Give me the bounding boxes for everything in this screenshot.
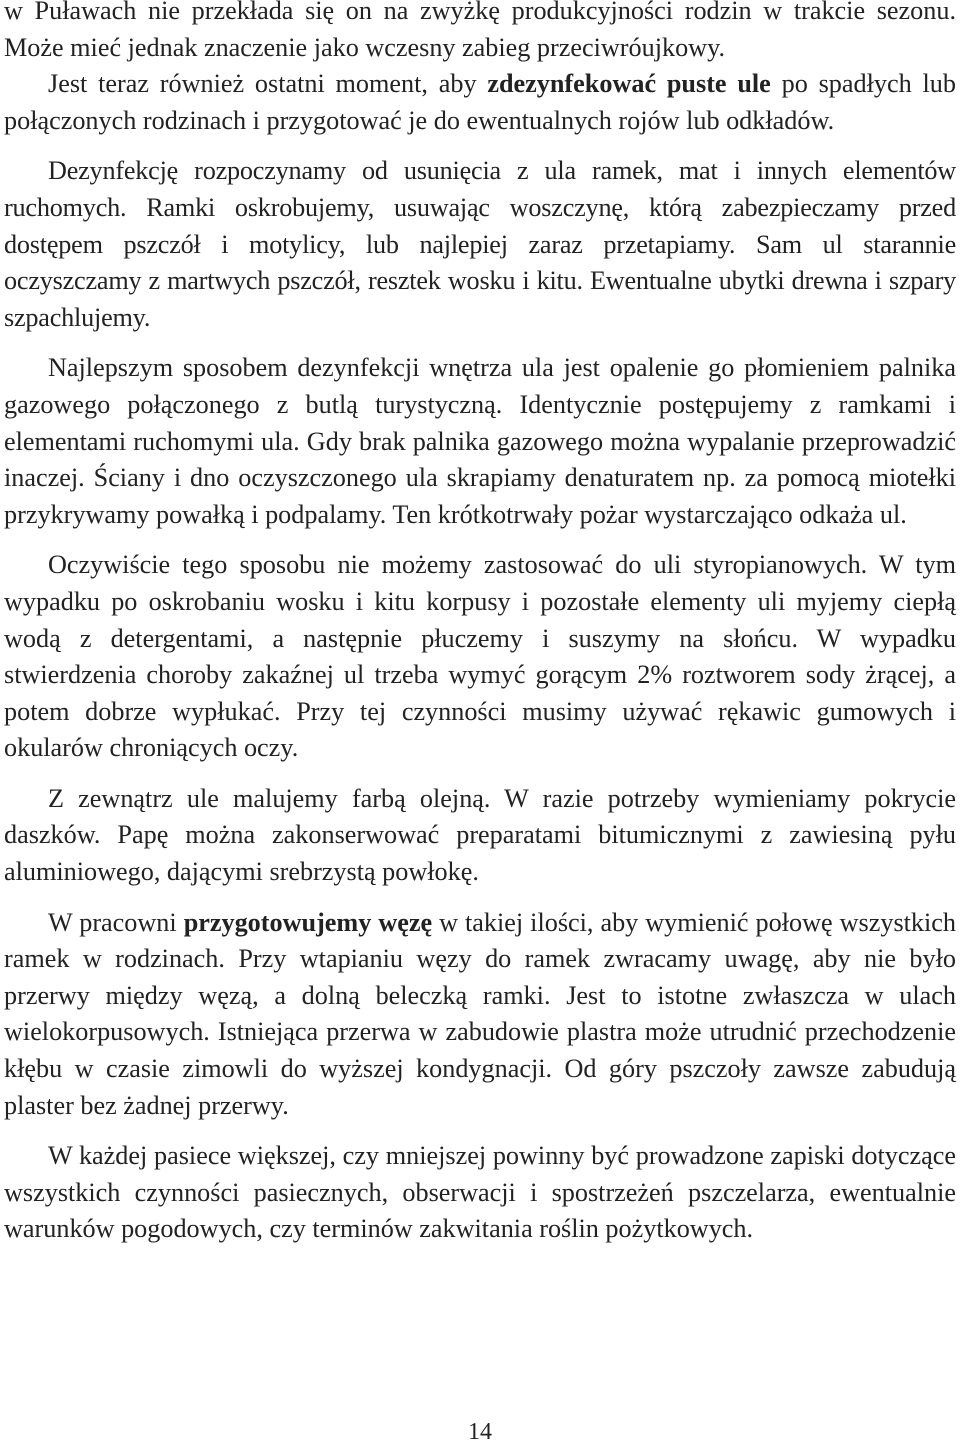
page-number: 14 (468, 1419, 492, 1445)
paragraph-text: W każdej pasiece większej, czy mniejszej powinny być prowadzone zapiski dotyczące wszystkich czynności pasiecznych, obserwacji i spostrzeżeń pszczelarza, ewentualnie warunków pogodowych, czy terminów zakwitania roślin pożytkowych. (4, 1141, 956, 1244)
paragraph-disinfection-steps (4, 153, 956, 336)
paragraph-burning-method (4, 350, 956, 533)
emphasis-text: przygotowujemy węzę (183, 907, 433, 937)
paragraph-disinfect-hives (4, 66, 956, 139)
paragraph-exterior-painting (4, 781, 956, 891)
paragraph-text: w takiej ilości, aby wymienić połowę wszystkich ramek w rodzinach. Przy wtapianiu węzy do ramek zwracamy uwagę, aby nie było przerwy między węzą, a dolną beleczką ramki. Jest to istotne zwłaszcza w ulach wielokorpusowych. Istniejąca przerwa w zabudowie plastra może utrudnić przechodzenie kłębu w czasie zimowli do wyższej kondygnacji. Od góry pszczoły zawsze zabudują plaster bez żadnej przerwy. (4, 907, 957, 1120)
emphasis-text: zdezynfekować puste ule (487, 69, 771, 99)
paragraph-text: Najlepszym sposobem dezynfekcji wnętrza ula jest opalenie go płomieniem palnika gazowego połączonego z butlą turystyczną. Identycznie postępujemy z ramkami i elementami ruchomymi ula. Gdy brak palnika gazowego można wypalanie przeprowadzić inaczej. Ściany i dno oczyszczonego ula skrapiamy denaturatem np. za pomocą miotełki przykrywamy powałką i podpalamy. Ten krótkotrwały pożar wystarczająco odkaża ul. (4, 353, 956, 529)
paragraph-text: Jest teraz również ostatni moment, aby (48, 69, 488, 99)
paragraph-apiary-records (4, 1138, 956, 1248)
paragraph-text: Oczywiście tego sposobu nie możemy zastosować do uli styropianowych. W tym wypadku po oskrobaniu wosku i kitu korpusy i pozostałe elementy uli myjemy ciepłą wodą z detergentami, a następnie płuczemy i suszymy na słońcu. W wypadku stwierdzenia choroby zakaźnej ul trzeba wymyć gorącym 2% roztworem sody żrącej, a potem dobrze wypłukać. Przy tej czynności musimy używać rękawic gumowych i okularów chroniących oczy. (4, 550, 956, 763)
paragraph-styrofoam-hives (4, 547, 956, 767)
paragraph-text: Z zewnątrz ule malujemy farbą olejną. W razie potrzeby wymieniamy pokrycie daszków. Papę można zakonserwować preparatami bitumicznymi z zawiesiną pyłu aluminiowego, dającymi srebrzystą powłokę. (4, 783, 956, 887)
body-text (4, 0, 956, 1248)
paragraph-continuation (4, 0, 956, 66)
paragraph-text: W pracowni (48, 907, 184, 937)
paragraph-text: Dezynfekcję rozpoczynamy od usunięcia z ula ramek, mat i innych elementów ruchomych. Ramki oskrobujemy, usuwając woszczynę, którą zabezpieczamy przed dostępem pszczół i motylicy, lub najlepiej zaraz przetapiamy. Sam ul starannie oczyszczamy z martwych pszczół, resztek wosku i kitu. Ewentualne ubytki drewna i szpary szpachlujemy. (4, 156, 956, 332)
paragraph-foundation-wax (4, 905, 956, 1125)
paragraph-text: w Puławach nie przekłada się on na zwyżkę produkcyjności rodzin w trakcie sezonu. Może mieć jednak znaczenie jako wczesny zabieg przeciwróujkowy. (4, 0, 956, 62)
paragraph-text: po spadłych lub połączonych rodzinach i przygotować je do ewentualnych rojów lub odkładów. (4, 69, 956, 135)
